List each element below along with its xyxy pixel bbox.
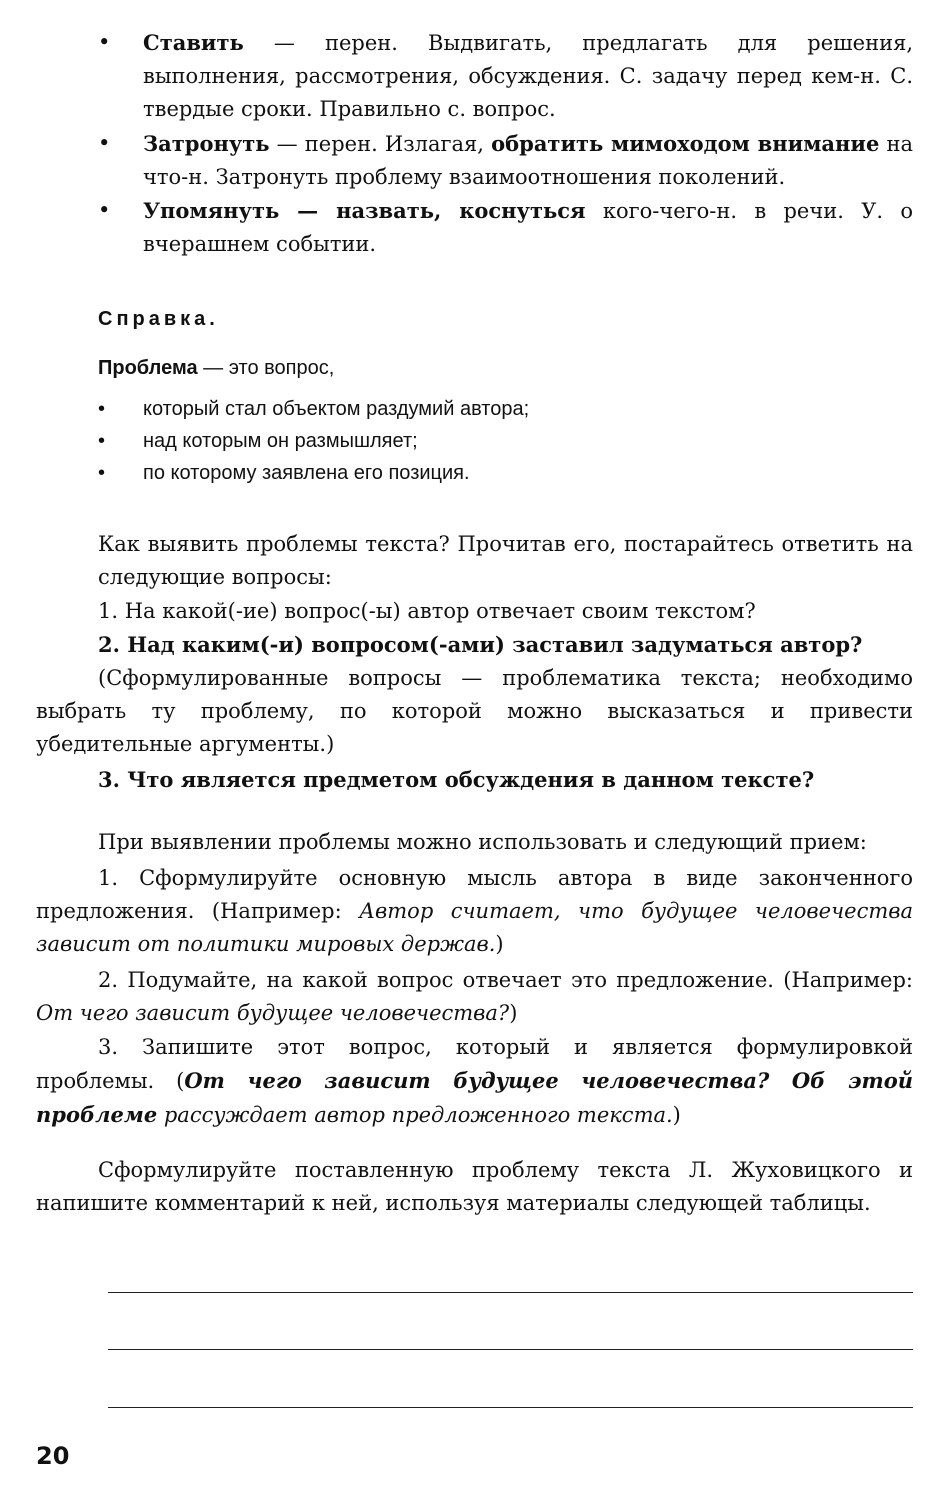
- definition-item: [98, 26, 913, 126]
- answer-line[interactable]: [108, 1349, 913, 1350]
- problem-lead: — это вопрос,: [197, 357, 335, 379]
- definition-text: кого-чего-н. в речи. У. о вчерашнем событии.: [143, 199, 913, 256]
- how-intro: Как выявить проблемы текста? Прочитав его, постарайтесь ответить на следующие вопросы:: [98, 532, 913, 589]
- questions-note: (Сформулированные вопросы — проблематика текста; необходимо выбрать ту проблему, по которой можно высказаться и привести убедительные аргументы.): [36, 666, 913, 756]
- page-number: 20: [36, 1442, 70, 1470]
- bullet-icon: •: [98, 430, 106, 452]
- example-text: Автор считает, что будущее человечества зависит от политики мировых держав.: [36, 899, 913, 956]
- definition-term: Ставить: [143, 30, 244, 55]
- definition-term: Затронуть: [143, 131, 270, 156]
- definition-text: — перен. Излагая,: [269, 132, 492, 156]
- bullet-icon: •: [98, 398, 106, 420]
- bullet-icon: •: [98, 131, 111, 155]
- definition-term: Упомянуть — назвать, коснуться: [143, 198, 586, 223]
- example-text: рассуждает автор предложенного текста.: [157, 1103, 673, 1127]
- problem-term: Проблема: [98, 357, 198, 379]
- task-text: Сформулируйте поставленную проблему текста Л. Жуховицкого и напишите комментарий к ней, используя материалы следующей таблицы.: [36, 1158, 913, 1215]
- bullet-icon: •: [98, 462, 106, 484]
- reference-heading: Справка.: [98, 308, 219, 330]
- definition-emphasis: обратить мимоходом внимание: [491, 131, 880, 156]
- definition-item: [98, 127, 913, 194]
- list-item: • который стал объектом раздумий автора;: [98, 393, 913, 426]
- method-step-3: 3. Запишите этот вопрос, который и является формулировкой проблемы. (От чего зависит будущее человечества? Об этой проблеме рассуждает автор предложенного текста.): [36, 1035, 913, 1127]
- question-2: 2. Над каким(-и) вопросом(-ами) заставил задуматься автор?: [98, 632, 863, 657]
- definition-text: — перен. Выдвигать, предлагать для решения, выполнения, рассмотрения, обсуждения. С. задачу перед кем-н. С. твердые сроки. Правильно с. вопрос.: [143, 31, 913, 121]
- bullet-icon: •: [98, 198, 111, 222]
- list-item: • над которым он размышляет;: [98, 425, 913, 458]
- definition-text: на что-н. Затронуть проблему взаимоотношения поколений.: [143, 132, 914, 189]
- question-1: 1. На какой(-ие) вопрос(-ы) автор отвечает своим текстом?: [98, 599, 756, 623]
- answer-line[interactable]: [108, 1292, 913, 1293]
- list-item: • по которому заявлена его позиция.: [98, 457, 913, 490]
- definition-item: [98, 194, 913, 261]
- method-step-1: 1. Сформулируйте основную мысль автора в виде законченного предложения. (Например: Автор считает, что будущее человечества зависит от политики мировых держав.): [36, 866, 913, 956]
- example-text: От чего зависит будущее человечества? Об этой проблеме: [36, 1068, 913, 1127]
- answer-line[interactable]: [108, 1407, 913, 1408]
- question-3: 3. Что является предметом обсуждения в данном тексте?: [98, 767, 815, 792]
- method-step-2: 2. Подумайте, на какой вопрос отвечает это предложение. (Например: От чего зависит будущее человечества?): [36, 968, 913, 1025]
- example-text: От чего зависит будущее человечества?: [36, 1001, 510, 1025]
- problem-definition: [98, 352, 913, 385]
- method-intro: При выявлении проблемы можно использовать и следующий прием:: [98, 830, 867, 854]
- bullet-icon: •: [98, 30, 111, 54]
